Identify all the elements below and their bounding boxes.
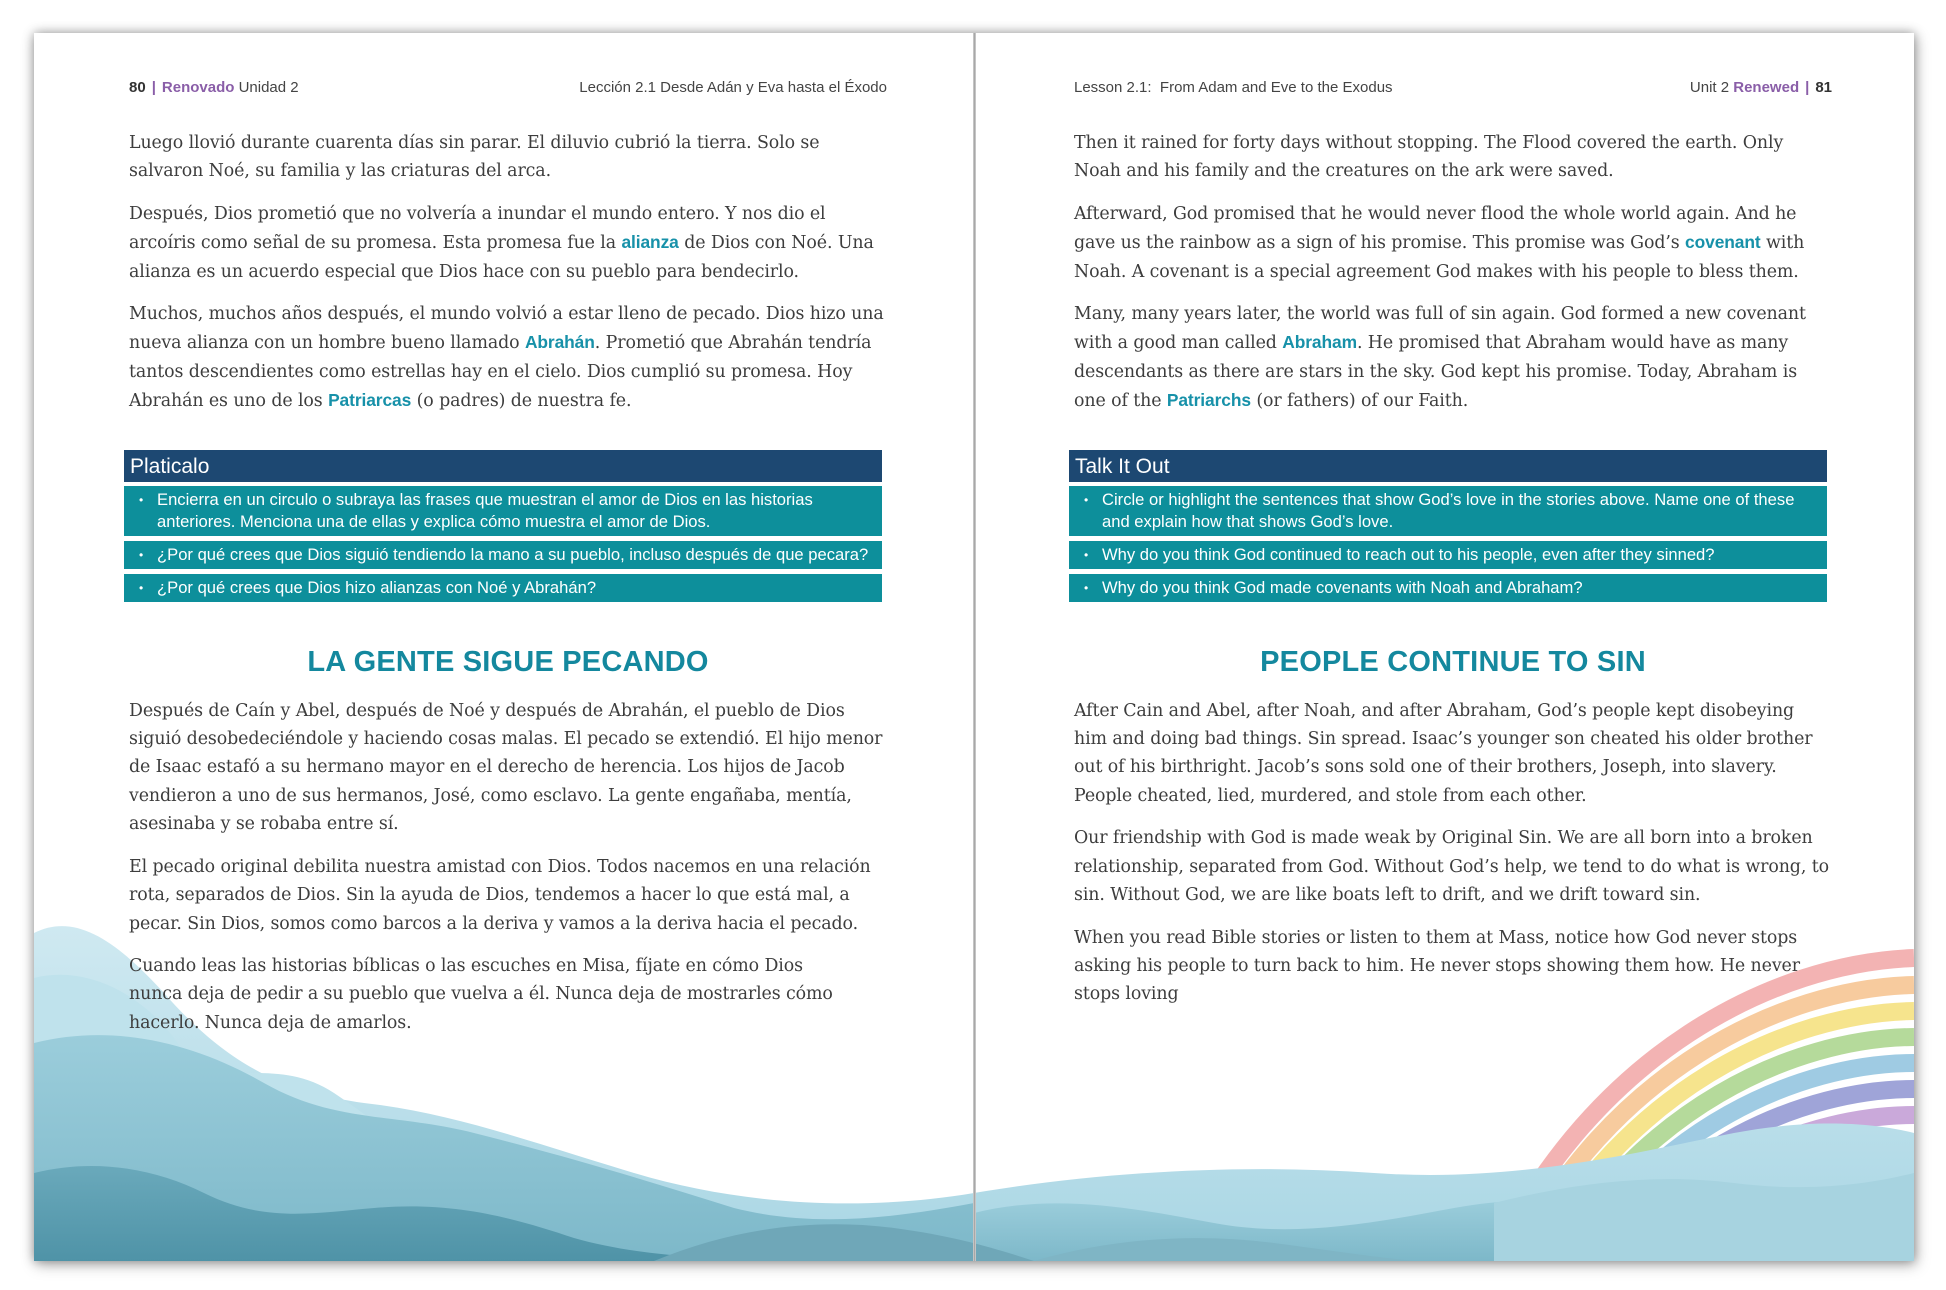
- paragraph: [1074, 300, 1832, 416]
- left-page: [129, 33, 887, 1261]
- text-run: (or fathers) of our Faith.: [1250, 391, 1469, 412]
- unit-name: Unit 2: [1689, 79, 1730, 96]
- talk-question: • ¿Por qué crees que Dios siguió tendiendo la mano a su pueblo, incluso después de que pecara?: [124, 541, 882, 569]
- series-name: Renovado: [161, 79, 235, 96]
- section-title: PEOPLE CONTINUE TO SIN: [1260, 645, 1646, 678]
- talk-question: • ¿Por qué crees que Dios hizo alianzas con Noé y Abrahán?: [124, 574, 882, 602]
- paragraph: Luego llovió durante cuarenta días sin parar. El diluvio cubrió la tierra. Solo se salvaron Noé, su familia y las criaturas del arca.: [129, 133, 820, 182]
- paragraph: Then it rained for forty days without stopping. The Flood covered the earth. Only Noah and his family and the creatures on the ark were saved.: [1074, 133, 1784, 182]
- paragraph: El pecado original debilita nuestra amistad con Dios. Todos nacemos en una relación rota, separados de Dios. Sin la ayuda de Dios, tendemos a hacer lo que está mal, a pecar. Sin Dios, somos como barcos a la deriva y vamos a la deriva hacia el pecado.: [129, 856, 871, 934]
- header-divider: |: [151, 79, 156, 96]
- talk-question: • Why do you think God continued to reach out to his people, even after they sinned?: [1069, 541, 1827, 569]
- paragraph: After Cain and Abel, after Noah, and after Abraham, God’s people kept disobeying him and doing bad things. Sin spread. Isaac’s younger son cheated his older brother out of his birthright. Jacob’s sons sold one of their brothers, Joseph, into slavery. People cheated, lied, murdered, and stole from each other.: [1074, 700, 1813, 806]
- right-page: [1074, 33, 1832, 1261]
- keyword-patriarchs: Patriarchs: [1166, 390, 1251, 411]
- text-run: Muchos, muchos años después, el mundo volvió a estar lleno de pecado. Dios hizo una nueva alianza con un hombre bueno llamado: [129, 304, 884, 354]
- paragraph: Our friendship with God is made weak by Original Sin. We are all born into a broken relationship, separated from God. Without God’s help, we tend to do what is wrong, to sin. Without God, we are like boats left to drift, and we drift toward sin.: [1074, 828, 1829, 906]
- book-spread: [34, 33, 1914, 1261]
- text-run: . He promised that Abraham would have as many descendants as there are stars in the sky. God kept his promise. Today, Abraham is one of the: [1074, 333, 1798, 412]
- talk-box: [124, 450, 882, 602]
- keyword-abraham: Abraham: [1282, 332, 1357, 353]
- text-run: Afterward, God promised that he would never flood the whole world again. And he gave us the rainbow as a sign of his promise. This promise was God’s: [1074, 203, 1797, 254]
- page-number: 81: [1815, 79, 1832, 96]
- text-run: (o padres) de nuestra fe.: [411, 391, 632, 412]
- talk-question: • Encierra en un circulo o subraya las frases que muestran el amor de Dios en las historias anteriores. Menciona una de ellas y explica cómo muestra el amor de Dios.: [124, 486, 882, 536]
- page-number: 80: [129, 79, 146, 96]
- left-header-lesson: [579, 79, 887, 96]
- text-run: Many, many years later, the world was full of sin again. God formed a new covenant with a good man called: [1074, 304, 1806, 354]
- talk-box: [1069, 450, 1827, 602]
- paragraph: [1074, 200, 1832, 286]
- talk-question: • Why do you think God made covenants with Noah and Abraham?: [1069, 574, 1827, 602]
- unit-name: Unidad 2: [238, 79, 299, 96]
- paragraph: [129, 300, 887, 416]
- keyword-patriarcas: Patriarcas: [328, 390, 412, 411]
- right-header-lesson: [1074, 79, 1393, 96]
- left-header-unit: [129, 79, 299, 96]
- talk-box-title: Talk It Out: [1069, 450, 1827, 482]
- text-run: . Prometió que Abrahán tendría tantos descendientes como estrellas hay en el cielo. Dios cumplió su promesa. Hoy Abrahán es uno de los: [129, 333, 872, 412]
- keyword-covenant: covenant: [1685, 232, 1761, 253]
- paragraph: When you read Bible stories or listen to them at Mass, notice how God never stops asking his people to turn back to him. He never stops showing them how. He never stops loving: [1074, 927, 1800, 1005]
- left-page-body: [129, 129, 887, 1051]
- text-run: with Noah. A covenant is a special agreement God makes with his people to bless them.: [1074, 233, 1805, 282]
- lesson-title: Desde Adán y Eva hasta el Éxodo: [660, 79, 887, 96]
- section-title: LA GENTE SIGUE PECANDO: [307, 645, 709, 678]
- keyword-abrahan: Abrahán: [524, 332, 595, 353]
- page-gutter: [973, 33, 976, 1261]
- right-header-unit: [1690, 79, 1832, 96]
- paragraph: Después de Caín y Abel, después de Noé y después de Abrahán, el pueblo de Dios siguió desobedeciéndole y haciendo cosas malas. El pecado se extendió. El hijo menor de Isaac estafó a su hermano mayor en el derecho de herencia. Los hijos de Jacob vendieron a uno de sus hermanos, José, como esclavo. La gente engañaba, mentía, asesinaba y se robaba entre sí.: [129, 700, 883, 835]
- paragraph: [129, 200, 887, 286]
- text-run: de Dios con Noé. Una alianza es un acuerdo especial que Dios hace con su pueblo para bendecirlo.: [129, 233, 874, 282]
- lesson-number: Lesson 2.1:: [1074, 79, 1152, 96]
- right-page-header: [1074, 79, 1832, 96]
- left-page-header: [129, 79, 887, 96]
- talk-question: • Circle or highlight the sentences that show God’s love in the stories above. Name one of these and explain how that shows God’s love.: [1069, 486, 1827, 536]
- lesson-title: From Adam and Eve to the Exodus: [1159, 79, 1393, 96]
- paragraph: Cuando leas las historias bíblicas o las escuches en Misa, fíjate en cómo Dios nunca deja de pedir a su pueblo que vuelva a él. Nunca deja de mostrarles cómo hacerlo. Nunca deja de amarlos.: [129, 955, 833, 1033]
- lesson-number: Lección 2.1: [579, 79, 656, 96]
- header-divider: |: [1805, 79, 1810, 96]
- keyword-alianza: alianza: [621, 232, 679, 253]
- talk-box-title: Platicalo: [124, 450, 882, 482]
- right-page-body: [1074, 129, 1832, 1023]
- text-run: Después, Dios prometió que no volvería a inundar el mundo entero. Y nos dio el arcoíris como señal de su promesa. Esta promesa fue la: [129, 203, 826, 254]
- series-name: Renewed: [1733, 79, 1800, 96]
